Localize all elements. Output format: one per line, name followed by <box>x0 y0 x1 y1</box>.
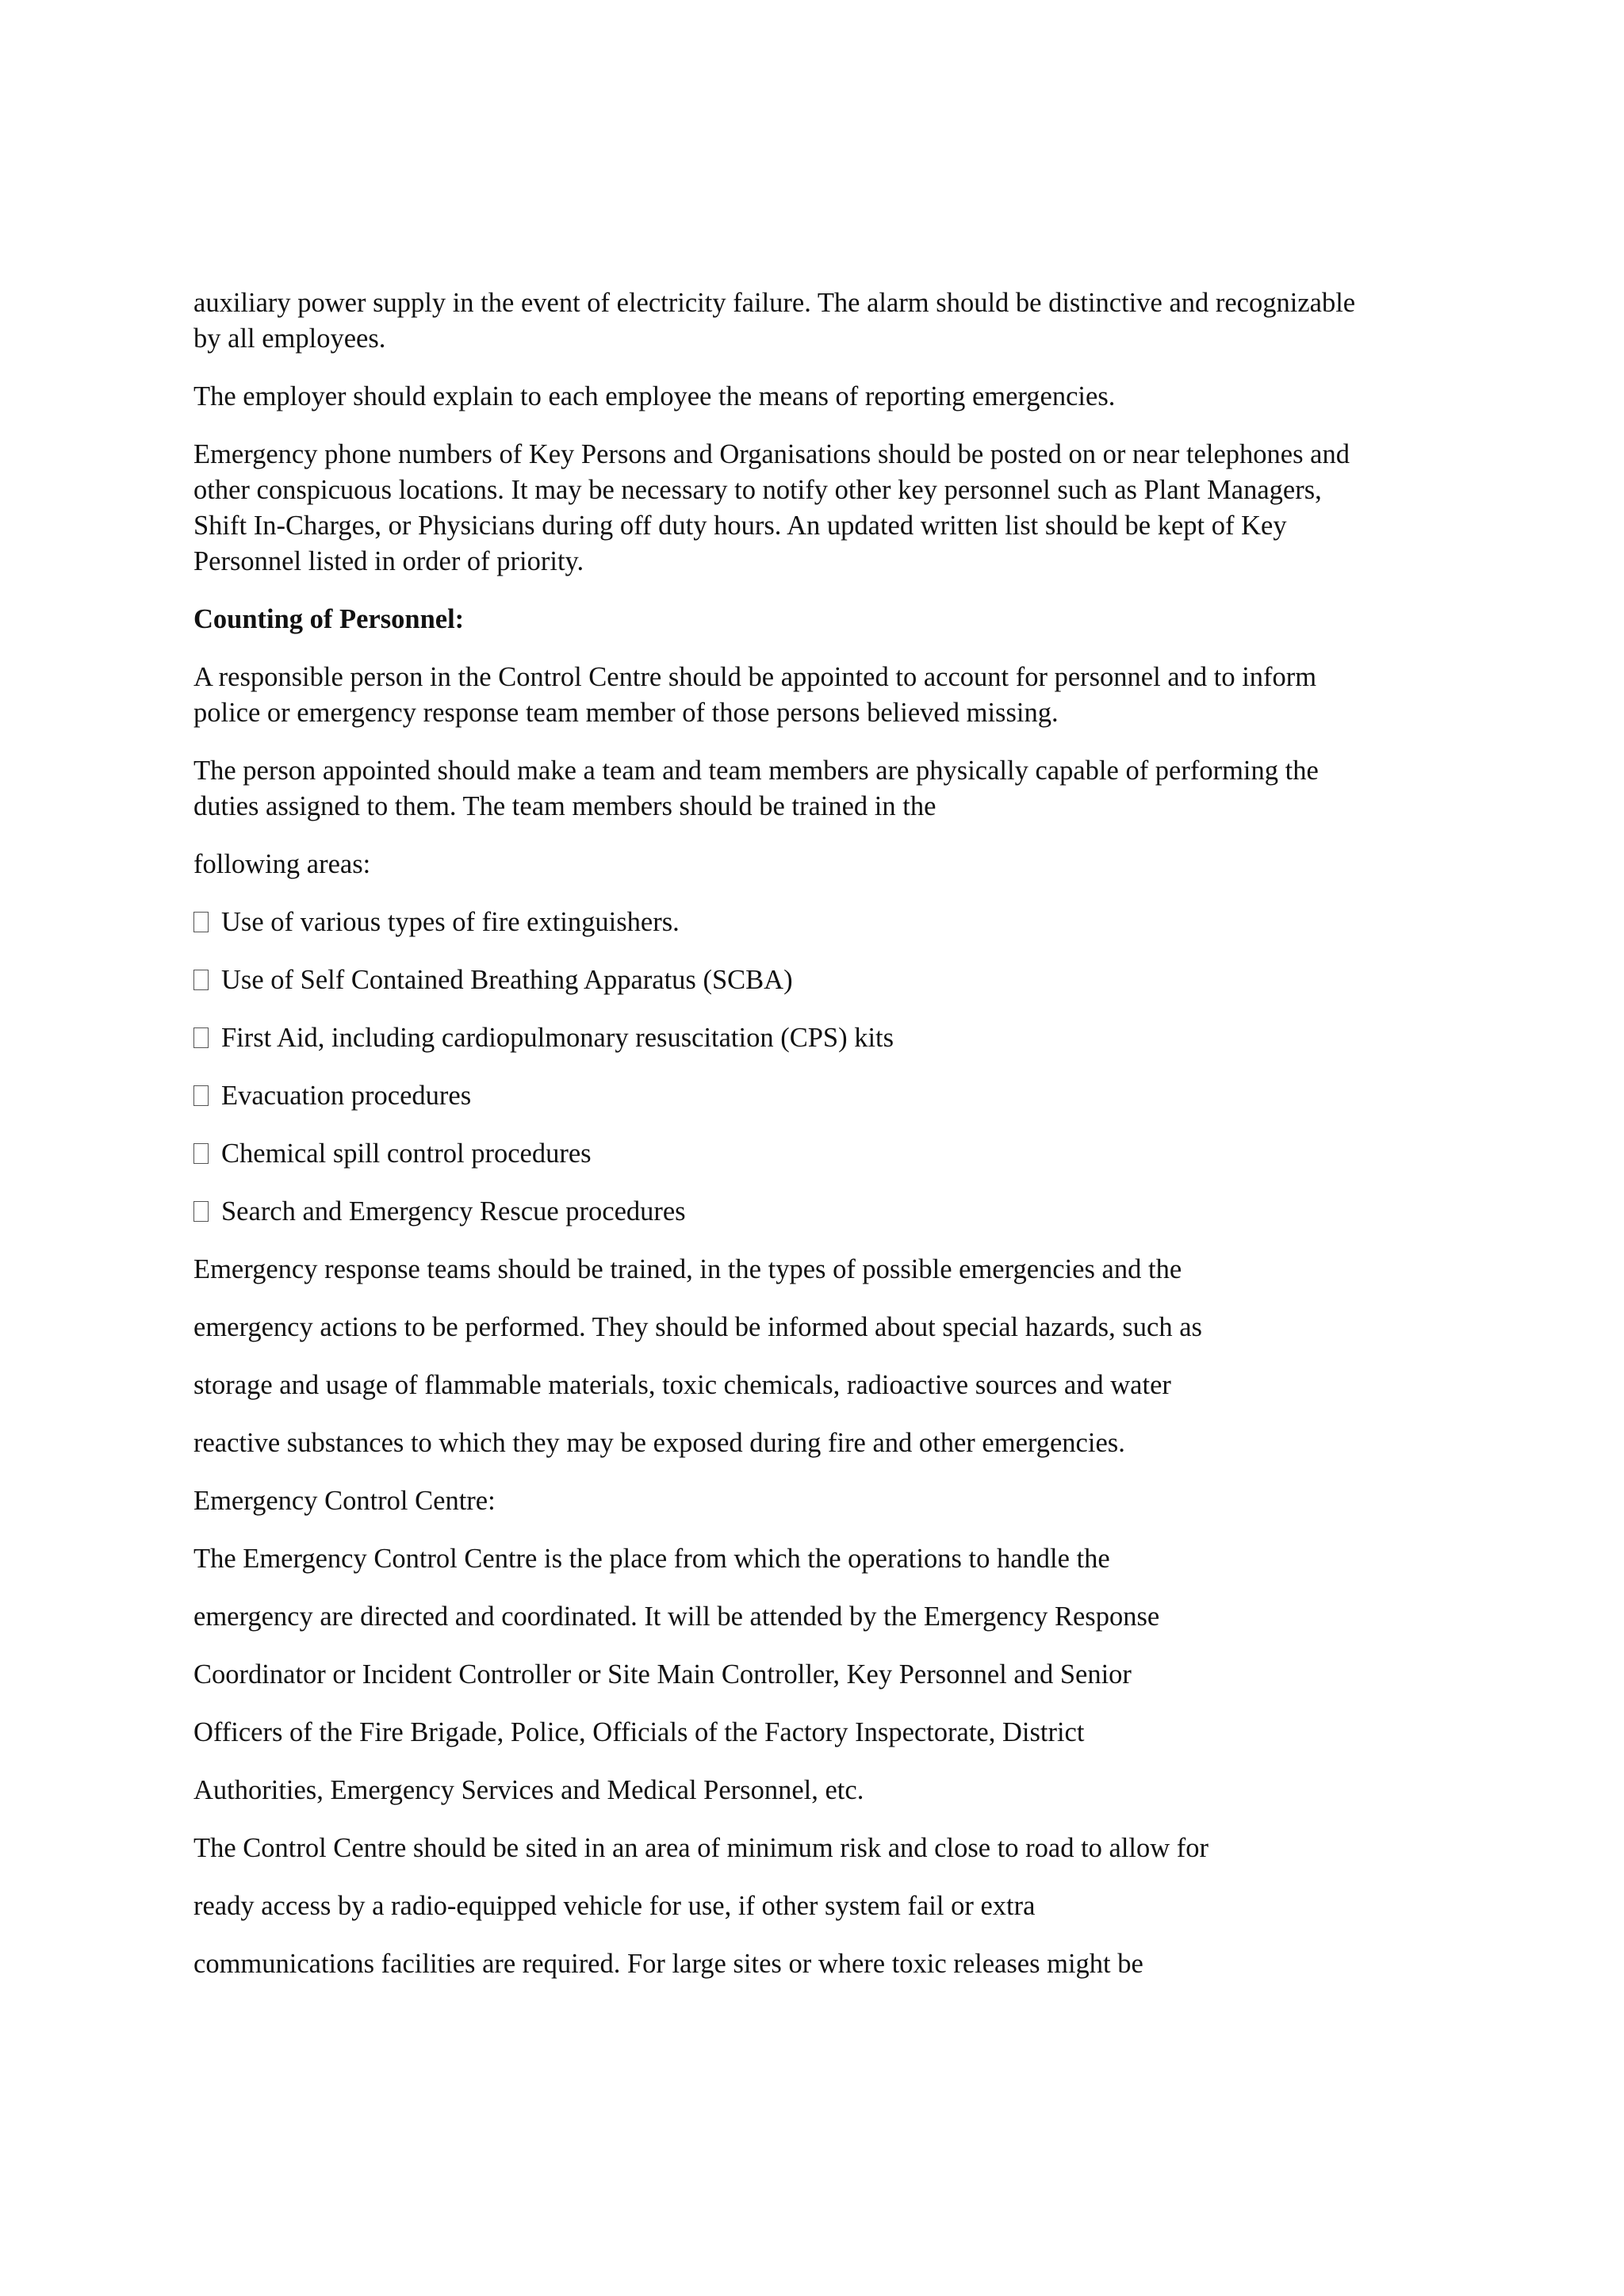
training-bullet-item <box>193 1136 1462 1172</box>
document-body <box>193 285 1462 2004</box>
text-line: Personnel listed in order of priority. <box>193 546 584 576</box>
text-line: Emergency response teams should be trained, in the types of possible emergencies and the <box>193 1254 1182 1284</box>
training-bullet-item <box>193 962 1462 998</box>
counting-personnel-heading: Counting of Personnel: <box>193 604 465 634</box>
training-bullet-item <box>193 1078 1462 1114</box>
following-areas-line: following areas: <box>193 849 371 879</box>
control-centre-heading-block <box>193 1483 1462 1541</box>
text-line: Coordinator or Incident Controller or Site Main Controller, Key Personnel and Senior <box>193 1659 1132 1689</box>
team-paragraph <box>193 753 1462 825</box>
bullet-text: First Aid, including cardiopulmonary resuscitation (CPS) kits <box>221 1023 894 1053</box>
text-line: police or emergency response team member of those persons believed missing. <box>193 698 1059 728</box>
bullet-text: Chemical spill control procedures <box>221 1138 592 1169</box>
responsible-person-paragraph <box>193 660 1462 731</box>
control-centre-siting-paragraph <box>193 1831 1462 2004</box>
text-line: Authorities, Emergency Services and Medical Personnel, etc. <box>193 1775 864 1805</box>
training-paragraph <box>193 1252 1462 1483</box>
bullet-text: Evacuation procedures <box>221 1081 472 1111</box>
text-line: auxiliary power supply in the event of electricity failure. The alarm should be distinctive and recognizable <box>193 288 1356 318</box>
missing-glyph-bullet-icon <box>193 1085 209 1106</box>
phone-numbers-paragraph <box>193 437 1462 580</box>
text-line: storage and usage of flammable materials, toxic chemicals, radioactive sources and water <box>193 1370 1171 1400</box>
missing-glyph-bullet-icon <box>193 1143 209 1164</box>
text-line: Emergency phone numbers of Key Persons and Organisations should be posted on or near telephones and <box>193 439 1350 469</box>
bullet-text: Search and Emergency Rescue procedures <box>221 1196 686 1226</box>
text-line: emergency are directed and coordinated. It will be attended by the Emergency Response <box>193 1601 1160 1632</box>
control-centre-heading: Emergency Control Centre: <box>193 1486 496 1516</box>
text-line: ready access by a radio-equipped vehicle for use, if other system fail or extra <box>193 1891 1036 1921</box>
missing-glyph-bullet-icon <box>193 912 209 932</box>
text-line: communications facilities are required. For large sites or where toxic releases might be <box>193 1949 1143 1979</box>
text-line: duties assigned to them. The team members should be trained in the <box>193 791 936 821</box>
training-bullet-item <box>193 1194 1462 1230</box>
training-bullet-item <box>193 905 1462 940</box>
bullet-text: Use of various types of fire extinguishers. <box>221 907 680 937</box>
text-line: The Control Centre should be sited in an area of minimum risk and close to road to allow for <box>193 1833 1209 1863</box>
text-line: The Emergency Control Centre is the place from which the operations to handle the <box>193 1544 1110 1574</box>
text-line: other conspicuous locations. It may be necessary to notify other key personnel such as Plant Managers, <box>193 475 1322 505</box>
missing-glyph-bullet-icon <box>193 1027 209 1048</box>
text-line: emergency actions to be performed. They should be informed about special hazards, such as <box>193 1312 1202 1342</box>
text-line: Officers of the Fire Brigade, Police, Officials of the Factory Inspectorate, District <box>193 1717 1085 1747</box>
text-line: by all employees. <box>193 323 386 354</box>
missing-glyph-bullet-icon <box>193 970 209 990</box>
missing-glyph-bullet-icon <box>193 1201 209 1222</box>
text-line: The person appointed should make a team and team members are physically capable of performing the <box>193 756 1319 786</box>
bullet-text: Use of Self Contained Breathing Apparatus (SCBA) <box>221 965 793 995</box>
text-line: reactive substances to which they may be exposed during fire and other emergencies. <box>193 1428 1125 1458</box>
text-line: Shift In-Charges, or Physicians during off duty hours. An updated written list should be kept of Key <box>193 511 1287 541</box>
text-line: A responsible person in the Control Centre should be appointed to account for personnel and to inform <box>193 662 1317 692</box>
text-line: The employer should explain to each employee the means of reporting emergencies. <box>193 381 1116 411</box>
training-bullet-item <box>193 1020 1462 1056</box>
control-centre-paragraph <box>193 1541 1462 1831</box>
reporting-paragraph <box>193 379 1462 415</box>
intro-paragraph <box>193 285 1462 357</box>
